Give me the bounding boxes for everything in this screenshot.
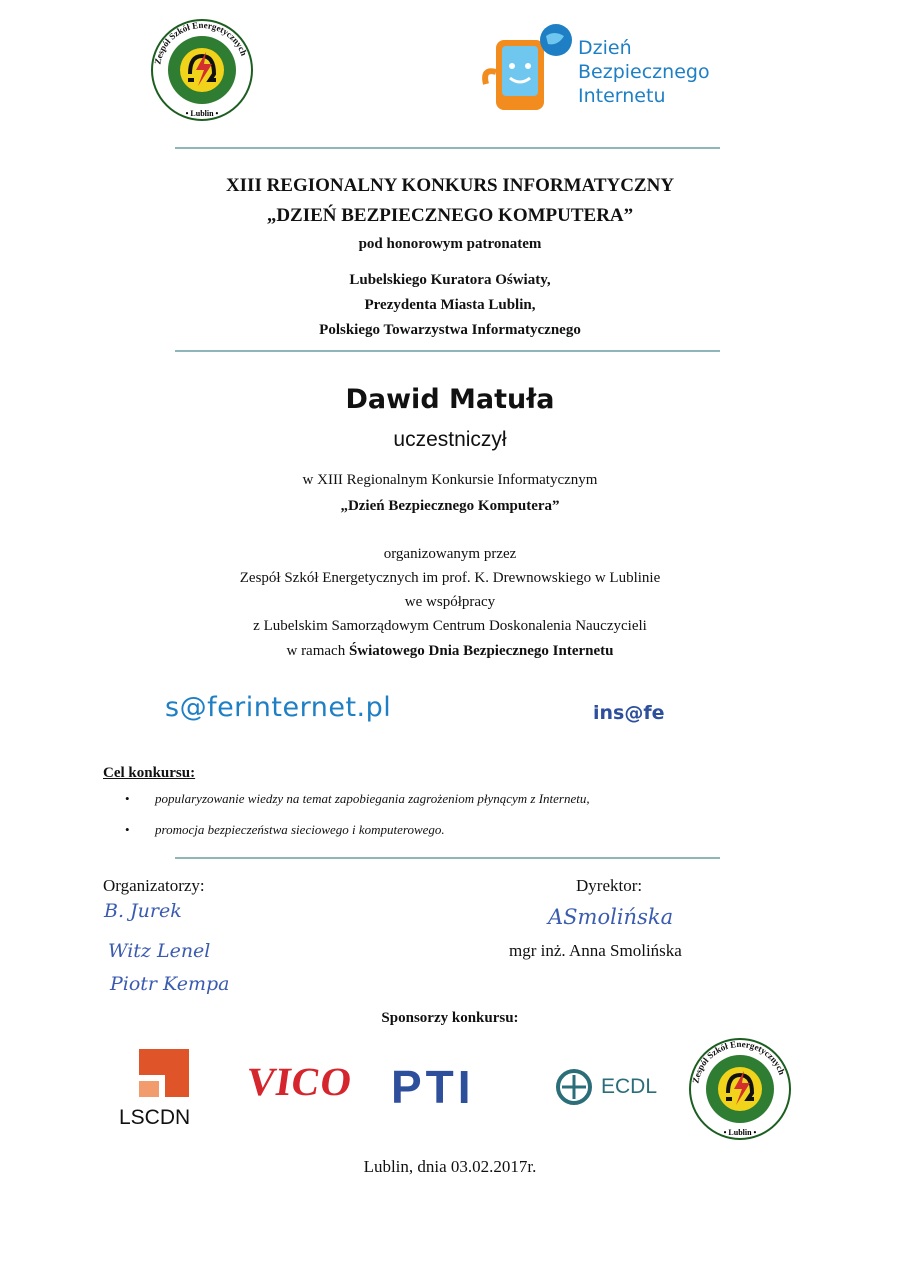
organizer-signature: B. Jurek xyxy=(104,900,182,922)
organizers-label: Organizatorzy: xyxy=(103,876,205,895)
school-seal-logo xyxy=(150,18,254,122)
header-line1: XIII REGIONALNY KONKURS INFORMATYCZNY xyxy=(225,175,675,196)
footer-date: Lublin, dnia 03.02.2017r. xyxy=(363,1157,537,1176)
saferinternet-logo: s@ferinternet.pl xyxy=(165,692,392,723)
header-line3: pod honorowym patronatem xyxy=(358,236,542,252)
svg-text:Zespół Szkół Energetycznych: Zespół Szkół Energetycznych xyxy=(152,19,250,66)
director-name: mgr inż. Anna Smolińska xyxy=(509,941,682,960)
lscdn-text: LSCDN xyxy=(119,1106,191,1129)
director-signature: ASmolińska xyxy=(548,905,674,929)
cooperation-partner: z Lubelskim Samorządowym Centrum Doskonalenia Nauczycieli xyxy=(253,618,647,634)
framework-prefix: w ramach xyxy=(286,643,349,659)
patron-1: Lubelskiego Kuratora Oświaty, xyxy=(349,272,551,288)
director-label: Dyrektor: xyxy=(576,876,643,895)
vico-logo: VICO xyxy=(243,1059,355,1104)
divider xyxy=(175,147,720,149)
goal-item: • promocja bezpieczeństwa sieciowego i komputerowego. xyxy=(130,822,445,838)
dbi-logo-line3: Internetu xyxy=(578,85,666,107)
school-seal-logo xyxy=(688,1037,792,1141)
svg-text:• Lublin •: • Lublin • xyxy=(723,1128,757,1137)
dbi-logo xyxy=(478,18,748,118)
header-line2: „DZIEŃ BEZPIECZNEGO KOMPUTERA” xyxy=(266,205,634,226)
ecdl-globe-icon xyxy=(555,1068,593,1106)
pti-logo: PTI xyxy=(391,1061,475,1113)
patron-2: Prezydenta Miasta Lublin, xyxy=(364,297,536,313)
patron-3: Polskiego Towarzystwa Informatycznego xyxy=(319,322,581,338)
lscdn-logo xyxy=(115,1045,215,1135)
recipient-name: Dawid Matuła xyxy=(345,384,555,415)
framework-line xyxy=(0,643,900,660)
svg-text:Zespół Szkół Energetycznych: Zespół Szkół Energetycznych xyxy=(690,1038,788,1085)
ecdl-text: ECDL xyxy=(601,1075,658,1098)
framework-event: Światowego Dnia Bezpiecznego Internetu xyxy=(348,643,614,659)
goal-item: • popularyzowanie wiedzy na temat zapobiegania zagrożeniom płynącym z Internetu, xyxy=(130,791,590,807)
organizer-signature: Piotr Kempa xyxy=(110,973,230,995)
cooperation: we współpracy xyxy=(404,594,496,610)
dbi-logo-line2: Bezpiecznego xyxy=(578,61,710,83)
lscdn-mark-icon xyxy=(135,1045,193,1101)
divider xyxy=(175,857,720,859)
tablet-mascot-icon xyxy=(478,18,578,118)
recipient-status: uczestniczył xyxy=(393,428,507,451)
organized-by: organizowanym przez xyxy=(383,546,517,562)
divider xyxy=(175,350,720,352)
contest-name: „Dzień Bezpiecznego Komputera” xyxy=(340,498,560,514)
organizer-signature: Witz Lenel xyxy=(108,940,211,962)
goals-heading: Cel konkursu: xyxy=(103,765,196,781)
sponsors-label: Sponsorzy konkursu: xyxy=(381,1010,519,1026)
insafe-logo: ins@fe xyxy=(593,702,665,724)
contest-in-line: w XIII Regionalnym Konkursie Informatycznym xyxy=(302,472,598,488)
svg-text:• Lublin •: • Lublin • xyxy=(185,109,219,118)
organizer-school: Zespół Szkół Energetycznych im prof. K. Drewnowskiego w Lublinie xyxy=(239,570,661,586)
dbi-logo-line1: Dzień xyxy=(578,37,632,59)
